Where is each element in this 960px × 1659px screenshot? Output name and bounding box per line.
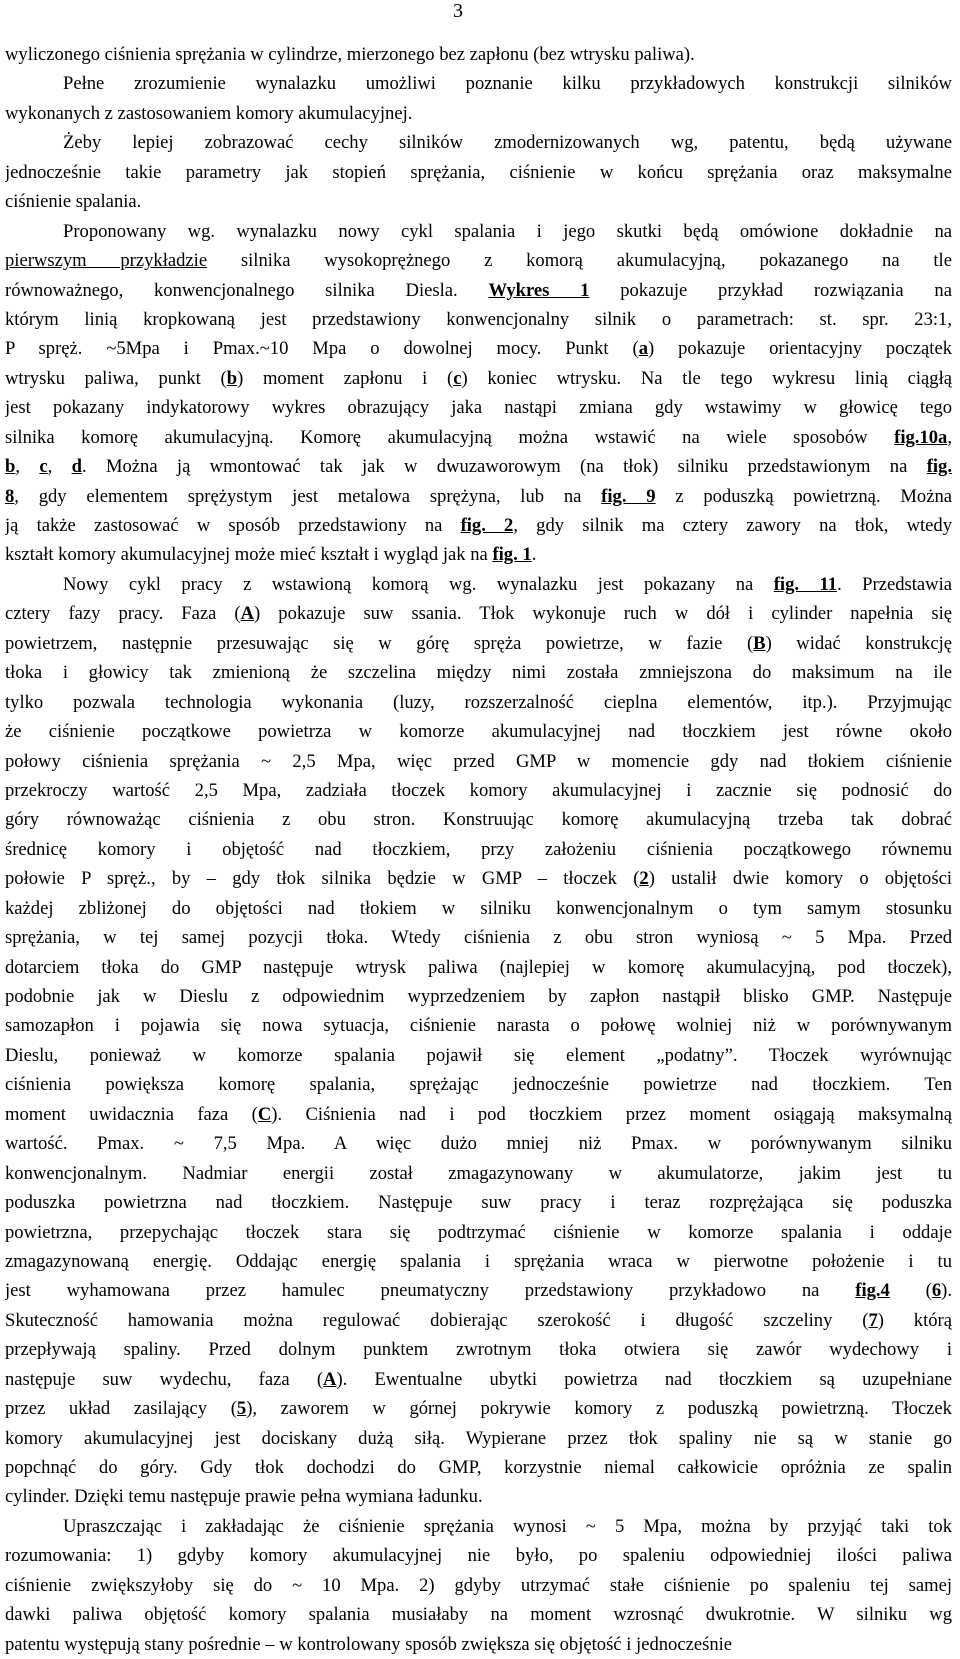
text-line [5, 1630, 952, 1659]
text-line [5, 776, 952, 805]
text-segment: Pełne zrozumienie wynalazku umożliwi poznanie kilku przykładowych konstrukcji silników [63, 73, 952, 95]
text-segment: , gdy elementem sprężystym jest metalowa sprężyna, lub na [14, 485, 602, 507]
text-segment: , [47, 456, 72, 478]
figure-reference: 2 [639, 868, 649, 890]
text-segment: jest pokazany indykatorowy wykres obrazujący jaka nastąpi zmiana gdy wstawimy w głowicę tego [5, 397, 952, 419]
text-segment: przez układ zasilający ( [5, 1398, 237, 1420]
text-segment: połowy ciśnienia sprężania ~ 2,5 Mpa, więc przed GMP w momencie gdy nad tłokiem ciśnienie [5, 750, 952, 772]
text-segment: , [15, 456, 40, 478]
figure-reference: C [257, 1103, 272, 1125]
text-segment: równoważnego, konwencjonalnego silnika Diesla. [5, 279, 489, 301]
text-segment: konwencjonalnym. Nadmiar energii został zmagazynowany w akumulatorze, jakim jest tu [5, 1162, 952, 1184]
text-segment: ciśnienie zwiększyłoby się do ~ 10 Mpa. 2) gdyby utrzymać stałe ciśnienie po spaleniu tej samej [5, 1574, 952, 1596]
text-segment: wartość. Pmax. ~ 7,5 Mpa. A więc dużo mniej niż Pmax. w porównywanym silniku [5, 1133, 952, 1155]
text-segment: podobnie jak w Dieslu z odpowiednim wyprzedzeniem by zapłon nastąpił blisko GMP. Następuje [5, 986, 952, 1007]
text-segment: ją także zastosować w sposób przedstawiony na [5, 515, 461, 536]
text-line [5, 423, 952, 452]
text-segment: każdej zbliżonej do objętości nad tłokiem w silniku konwencjonalnym o tym samym stosunku [5, 897, 952, 919]
text-line [5, 1247, 952, 1276]
text-line [5, 1159, 952, 1188]
text-segment: cylinder. Dzięki temu następuje prawie pełna wymiana ładunku. [5, 1486, 483, 1508]
text-line [5, 1335, 952, 1364]
text-line [5, 923, 952, 952]
figure-reference: A [240, 603, 255, 625]
figure-reference: 6 [931, 1280, 942, 1302]
text-line [5, 1188, 952, 1217]
text-line [5, 99, 952, 128]
text-segment: średnicę komory i objętość nad tłoczkiem, przy założeniu ciśnienia początkowego równemu [5, 838, 952, 860]
figure-reference: fig. 11 [773, 573, 838, 595]
text-segment: ). Ciśnienia nad i pod tłoczkiem przez moment osiągają maksymalną [271, 1103, 952, 1125]
text-line [5, 1129, 952, 1158]
figure-reference: 5 [236, 1398, 247, 1420]
text-line [5, 1011, 952, 1040]
text-line [5, 570, 952, 599]
figure-reference: B [753, 632, 766, 654]
text-segment: którym linią kropkowaną jest przedstawiony konwencjonalny silnik o parametrach: st. spr. 23:1, [5, 308, 952, 330]
text-line [5, 1453, 952, 1482]
text-segment: połowie P spręż., by – gdy tłok silnika będzie w GMP – tłoczek ( [5, 868, 640, 890]
text-line [5, 747, 952, 776]
text-segment: ciśnienie spalania. [5, 191, 142, 213]
text-line [5, 1365, 952, 1394]
text-segment: tylko pozwala technologia wykonania (luzy, rozszerzalność cieplna elementów, itp.). Przyjmując [5, 691, 952, 713]
text-segment: ) moment zapłonu i ( [237, 367, 454, 389]
figure-reference: fig. 2 [460, 515, 514, 536]
text-segment: komory akumulacyjnej jest dociskany dużą siłą. Wypierane przez tłok spaliny nie są w stanie go [5, 1427, 952, 1449]
text-segment: , [947, 426, 952, 448]
figure-reference: fig. 1 [492, 544, 532, 566]
text-segment: moment uwidacznia faza ( [5, 1103, 258, 1125]
text-line [5, 1070, 952, 1099]
text-segment: zmagazynowaną energię. Oddając energię spalania i sprężania wraca w pierwotne położenie i tu [5, 1250, 952, 1272]
figure-reference: b [5, 456, 16, 478]
figure-reference: d [71, 456, 82, 478]
text-line [5, 1600, 952, 1629]
figure-reference: Wykres 1 [488, 279, 590, 301]
text-segment: ). Ewentualne ubytki powietrza nad tłoczkiem są uzupełniane [336, 1368, 952, 1390]
text-segment: ciśnienia powiększa komorę spalania, sprężając jednocześnie powietrze nad tłoczkiem. Ten [5, 1074, 952, 1096]
text-line [5, 1100, 952, 1129]
text-segment: pokazuje przykład rozwiązania na [589, 279, 952, 301]
text-line [5, 246, 952, 275]
text-line [5, 452, 952, 481]
text-segment: ) ustalił dwie komory o objętości [648, 868, 952, 890]
text-line [5, 688, 952, 717]
text-segment: kształt komory akumulacyjnej może mieć kształt i wygląd jak na [5, 544, 493, 566]
text-line [5, 364, 952, 393]
text-segment: . Można ją wmontować tak jak w dwuzaworowym (na tłok) silniku przedstawionym na [81, 456, 927, 478]
text-line [5, 187, 952, 216]
text-line [5, 1394, 952, 1423]
text-line [5, 540, 952, 569]
figure-reference: b [226, 367, 238, 389]
text-line [5, 276, 952, 305]
text-line [5, 894, 952, 923]
text-segment: , gdy silnik ma cztery zawory na tłok, wtedy [513, 515, 952, 536]
text-line [5, 482, 952, 511]
text-segment: rozumowania: 1) gdyby komory akumulacyjnej nie było, po spaleniu odpowiedniej ilości paliwa [5, 1545, 952, 1567]
page-number: 3 [453, 0, 463, 22]
text-segment: ). [941, 1280, 952, 1302]
text-segment: wtrysku paliwa, punkt ( [5, 367, 227, 389]
text-line [5, 982, 952, 1011]
text-segment: powietrzna, przepychając tłoczek stara się podtrzymać ciśnienie w komorze spalania i oddaje [5, 1221, 952, 1243]
text-segment: poduszka powietrzna nad tłoczkiem. Następuje suw pracy i teraz rozprężająca się poduszka [5, 1192, 952, 1214]
figure-reference: fig. [926, 456, 952, 478]
text-segment: Skuteczność hamowania można regulować dobierając szerokość i długość szczeliny ( [5, 1309, 869, 1331]
text-segment: silnika komorę akumulacyjną. Komorę akumulacyjną można wstawić na wiele sposobów [5, 426, 895, 448]
figure-reference: fig. 9 [601, 485, 656, 507]
text-line [5, 393, 952, 422]
text-segment: ) pokazuje suw ssania. Tłok wykonuje ruch w dół i cylinder napełnia się [254, 603, 952, 625]
text-segment: sprężania, w tej samej pozycji tłoka. Wtedy ciśnienia z obu stron wyniosą ~ 5 Mpa. Przed [5, 927, 952, 949]
figure-reference: fig.10a [894, 426, 948, 448]
text-segment: Żeby lepiej zobrazować cechy silników zmodernizowanych wg, patentu, będą używane [63, 132, 952, 154]
text-segment: powietrzem, następnie przesuwając się w górę spręża powietrze, w fazie ( [5, 632, 754, 654]
text-segment: ), zaworem w górnej pokrywie komory z poduszką powietrzną. Tłoczek [246, 1398, 952, 1420]
text-segment: P spręż. ~5Mpa i Pmax.~10 Mpa o dowolnej mocy. Punkt ( [5, 338, 639, 360]
text-line [5, 599, 952, 628]
text-segment: . Przedstawia [837, 573, 952, 595]
text-segment: ) koniec wtrysku. Na tle tego wykresu linią ciągłą [461, 367, 952, 389]
figure-reference: c [453, 367, 462, 389]
text-segment: Dieslu, ponieważ w komorze spalania pojawił się element „podatny”. Tłoczek wyrównując [5, 1044, 952, 1066]
text-segment: wykonanych z zastosowaniem komory akumulacyjnej. [5, 102, 413, 124]
text-line [5, 511, 952, 540]
text-segment: silnika wysokoprężnego z komorą akumulacyjną, pokazanego na tle [207, 250, 952, 272]
document-body [5, 40, 952, 1659]
text-segment: patentu występują stany pośrednie – w kontrolowany sposób zwiększa się objętość i jednocześnie [5, 1633, 733, 1655]
text-segment: ( [889, 1280, 932, 1302]
text-segment: z poduszką powietrzną. Można [655, 485, 952, 507]
text-segment: następuje suw wydechu, faza ( [5, 1368, 324, 1390]
figure-reference: A [323, 1368, 337, 1390]
text-line [5, 69, 952, 98]
figure-reference: a [638, 338, 648, 360]
text-line [5, 158, 952, 187]
text-line [5, 1276, 952, 1305]
text-line [5, 1424, 952, 1453]
text-segment: ) którą [877, 1309, 952, 1331]
text-line [5, 835, 952, 864]
text-segment: Nowy cykl pracy z wstawioną komorą wg. wynalazku jest pokazany na [63, 573, 774, 595]
text-segment: samozapłon i pojawia się nowa sytuacja, ciśnienie narasta o połowę wolniej niż w porównywanym [5, 1015, 952, 1037]
text-segment: dotarciem tłoka do GMP następuje wtrysk paliwa (najlepiej w komorę akumulacyjną, pod tłoczek), [5, 956, 952, 978]
figure-reference: pierwszym przykładzie [5, 250, 208, 272]
text-segment: ) pokazuje orientacyjny początek [648, 338, 952, 360]
text-segment: Upraszczając i zakładając że ciśnienie sprężania wynosi ~ 5 Mpa, można by przyjąć taki tok [63, 1515, 952, 1537]
text-segment: dawki paliwa objętość komory spalania musiałaby na moment wzrosnąć dwukrotnie. W silniku wg [5, 1604, 952, 1626]
text-segment: jest wyhamowana przez hamulec pneumatyczny przedstawiony przykładowo na [5, 1280, 856, 1302]
text-segment: wyliczonego ciśnienia sprężania w cylindrze, mierzonego bez zapłonu (bez wtrysku paliwa). [5, 44, 695, 65]
text-segment: ) widać konstrukcję [765, 632, 952, 654]
text-line [5, 128, 952, 157]
text-line [5, 1541, 952, 1570]
text-line [5, 334, 952, 363]
text-line [5, 305, 952, 334]
figure-reference: 7 [868, 1309, 878, 1331]
text-line [5, 1571, 952, 1600]
text-line [5, 1218, 952, 1247]
text-segment: . [531, 544, 537, 566]
text-segment: tłoka i głowicy tak zmienioną że szczelina między nimi została zmniejszona do maksimum na ile [5, 662, 952, 684]
text-line [5, 217, 952, 246]
text-line [5, 864, 952, 893]
text-line [5, 658, 952, 687]
text-line [5, 40, 952, 69]
text-line [5, 805, 952, 834]
text-segment: że ciśnienie początkowe powietrza w komorze akumulacyjnej nad tłoczkiem jest równe około [5, 721, 952, 743]
text-segment: góry równoważąc ciśnienia z obu stron. Konstruując komorę akumulacyjną trzeba tak dobrać [5, 809, 952, 831]
text-line [5, 1482, 952, 1511]
text-segment: jednocześnie takie parametry jak stopień sprężania, ciśnienie w końcu sprężania oraz maksymalne [5, 161, 952, 183]
text-segment: popchnąć do góry. Gdy tłok dochodzi do GMP, korzystnie niemal całkowicie opróżnia ze spalin [5, 1457, 952, 1478]
text-segment: przepływają spaliny. Przed dolnym punktem zwrotnym tłoka otwiera się zawór wydechowy i [5, 1339, 952, 1361]
text-segment: cztery fazy pracy. Faza ( [5, 603, 241, 625]
text-line [5, 629, 952, 658]
figure-reference: c [39, 456, 48, 478]
text-segment: Proponowany wg. wynalazku nowy cykl spalania i jego skutki będą omówione dokładnie na [63, 220, 952, 242]
text-line [5, 1306, 952, 1335]
text-segment: przekroczy wartość 2,5 Mpa, zadziała tłoczek komory akumulacyjnej i zacznie się podnosić do [5, 779, 952, 801]
figure-reference: fig.4 [855, 1280, 890, 1302]
text-line [5, 953, 952, 982]
text-line [5, 717, 952, 746]
figure-reference: 8 [5, 485, 15, 507]
text-line [5, 1512, 952, 1541]
text-line [5, 1041, 952, 1070]
